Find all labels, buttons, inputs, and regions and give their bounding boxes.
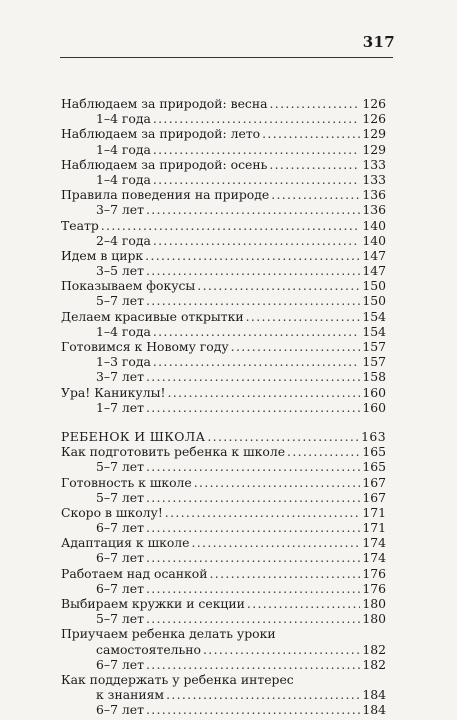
toc-entry bbox=[61, 278, 386, 293]
toc-entry-title: Приучаем ребенка делать уроки bbox=[61, 626, 276, 642]
toc-entry-page: 174 bbox=[362, 550, 386, 566]
header-rule bbox=[60, 57, 393, 58]
toc-subentry bbox=[61, 687, 386, 702]
toc-entry-page: 180 bbox=[362, 596, 386, 611]
toc-entry-title: 5–7 лет bbox=[96, 293, 144, 309]
toc-leader bbox=[246, 309, 360, 324]
toc-subentry bbox=[61, 550, 386, 565]
toc-entry-title: Наблюдаем за природой: осень bbox=[61, 156, 268, 172]
toc-entry-page: 133 bbox=[362, 171, 386, 187]
toc-subentry bbox=[61, 400, 386, 415]
toc-entry bbox=[61, 339, 386, 354]
toc-entry-title: Скоро в школу! bbox=[61, 504, 163, 520]
toc-entry-page: 136 bbox=[362, 187, 386, 203]
toc-leader bbox=[210, 566, 360, 581]
toc-entry-page: 136 bbox=[362, 202, 386, 218]
toc-leader bbox=[207, 429, 359, 444]
toc-subentry bbox=[61, 459, 386, 474]
toc-entry-title: Как подготовить ребенка к школе bbox=[61, 444, 286, 460]
toc-entry bbox=[61, 505, 386, 520]
toc-entry-title: 1–7 лет bbox=[96, 399, 144, 415]
toc-entry-page: 184 bbox=[362, 702, 386, 718]
toc-entry-page: 165 bbox=[362, 459, 386, 475]
toc-entry-page: 154 bbox=[362, 323, 386, 339]
toc-entry bbox=[61, 626, 386, 641]
toc-entry-title: 1–4 года bbox=[96, 141, 151, 157]
toc-entry bbox=[61, 187, 386, 202]
toc-entry-page: 157 bbox=[362, 339, 386, 354]
toc-subentry bbox=[61, 172, 386, 187]
toc-entry-title: 6–7 лет bbox=[96, 656, 144, 672]
toc-entry-page: 160 bbox=[362, 399, 386, 415]
toc-subentry bbox=[61, 293, 386, 308]
toc-entry-title: 2–4 года bbox=[96, 232, 151, 248]
toc-entry-title: 1–4 года bbox=[96, 111, 151, 127]
toc-section-title: РЕБЕНОК И ШКОЛА bbox=[61, 428, 206, 444]
toc-entry-page: 140 bbox=[362, 217, 386, 233]
toc-subentry bbox=[61, 354, 386, 369]
toc-subentry bbox=[61, 142, 386, 157]
toc-subentry bbox=[61, 657, 386, 672]
toc-leader bbox=[153, 111, 360, 126]
toc-entry-title: Наблюдаем за природой: лето bbox=[61, 126, 261, 142]
toc-leader bbox=[262, 126, 360, 141]
toc-entry-title: к знаниям bbox=[96, 687, 165, 703]
toc-entry bbox=[61, 475, 386, 490]
toc-subentry bbox=[61, 369, 386, 384]
toc-entry-page: 171 bbox=[362, 520, 386, 536]
toc-entry-page: 180 bbox=[362, 611, 386, 627]
toc-entry-page: 140 bbox=[362, 232, 386, 248]
toc-leader bbox=[146, 581, 360, 596]
toc-entry-page: 184 bbox=[362, 687, 386, 703]
toc-leader bbox=[167, 385, 360, 400]
toc-section-page: 163 bbox=[361, 428, 386, 444]
toc-entry-page: 176 bbox=[362, 565, 386, 581]
toc-leader bbox=[194, 475, 360, 490]
toc-entry-title: 3–5 лет bbox=[96, 263, 144, 279]
toc-leader bbox=[146, 611, 360, 626]
toc-entry-title: Ура! Каникулы! bbox=[61, 384, 166, 400]
toc-leader bbox=[203, 642, 360, 657]
toc-leader bbox=[153, 354, 360, 369]
toc-subentry bbox=[61, 324, 386, 339]
toc-entry-page: 174 bbox=[362, 535, 386, 551]
toc-leader bbox=[271, 187, 360, 202]
toc-subentry bbox=[61, 611, 386, 626]
toc-entry-title: 3–7 лет bbox=[96, 369, 144, 385]
toc-subentry bbox=[61, 202, 386, 217]
toc-entry-title: Наблюдаем за природой: весна bbox=[61, 96, 268, 111]
toc-leader bbox=[247, 596, 360, 611]
toc-entry-page: 160 bbox=[362, 384, 386, 400]
toc-entry-title: Готовность к школе bbox=[61, 474, 192, 490]
toc-entry bbox=[61, 672, 386, 687]
toc-entry-title: Правила поведения на природе bbox=[61, 187, 270, 203]
toc-entry-page: 171 bbox=[362, 504, 386, 520]
toc-leader bbox=[153, 233, 360, 248]
toc-leader bbox=[270, 96, 360, 111]
toc-entry-page: 150 bbox=[362, 293, 386, 309]
toc-leader bbox=[166, 687, 360, 702]
toc-subentry bbox=[61, 263, 386, 278]
toc-entry bbox=[61, 309, 386, 324]
toc-entry-page: 167 bbox=[362, 489, 386, 505]
toc-subentry bbox=[61, 520, 386, 535]
toc-leader bbox=[153, 172, 360, 187]
toc-leader bbox=[146, 400, 360, 415]
toc-entry-title: самостоятельно bbox=[96, 641, 202, 657]
toc-entry-title: 5–7 лет bbox=[96, 489, 144, 505]
toc-leader bbox=[146, 369, 360, 384]
page-number: 317 bbox=[362, 33, 395, 51]
toc-section-heading bbox=[61, 429, 386, 444]
toc-entry-title: 1–4 года bbox=[96, 323, 151, 339]
toc-entry-title: 1–3 года bbox=[96, 354, 151, 370]
toc-entry-page: 158 bbox=[362, 369, 386, 385]
toc-entry-page: 133 bbox=[362, 156, 386, 172]
toc-entry-page: 182 bbox=[362, 641, 386, 657]
toc-leader bbox=[146, 657, 360, 672]
toc-entry-page: 147 bbox=[362, 247, 386, 263]
toc-entry-page: 147 bbox=[362, 263, 386, 279]
toc-entry-title: Делаем красивые открытки bbox=[61, 308, 244, 324]
toc-entry-page: 167 bbox=[362, 474, 386, 490]
toc-entry-title: Как поддержать у ребенка интерес bbox=[61, 671, 294, 687]
toc-leader bbox=[153, 142, 360, 157]
toc-entry-title: 6–7 лет bbox=[96, 520, 144, 536]
toc-entry bbox=[61, 218, 386, 233]
toc-leader bbox=[146, 490, 360, 505]
toc-entry-page: 129 bbox=[362, 126, 386, 142]
toc-leader bbox=[231, 339, 360, 354]
toc-entry bbox=[61, 96, 386, 111]
toc-leader bbox=[146, 459, 360, 474]
toc-entry-page: 129 bbox=[362, 141, 386, 157]
toc-entry-title: Выбираем кружки и секции bbox=[61, 596, 245, 611]
toc-leader bbox=[153, 324, 360, 339]
toc-entry bbox=[61, 126, 386, 141]
toc-entry-title: 5–7 лет bbox=[96, 611, 144, 627]
toc-entry-page: 182 bbox=[362, 656, 386, 672]
toc-entry-title: Готовимся к Новому году bbox=[61, 339, 229, 354]
toc-subentry bbox=[61, 581, 386, 596]
toc-entry-title: 6–7 лет bbox=[96, 702, 144, 718]
toc-entry-page: 154 bbox=[362, 308, 386, 324]
toc-entry bbox=[61, 566, 386, 581]
toc-entry bbox=[61, 444, 386, 459]
toc-leader bbox=[269, 157, 360, 172]
toc-entry bbox=[61, 535, 386, 550]
toc-entry bbox=[61, 157, 386, 172]
toc-entry-page: 126 bbox=[362, 111, 386, 127]
toc-entry-title: Театр bbox=[61, 217, 99, 233]
toc-entry bbox=[61, 385, 386, 400]
toc-leader bbox=[165, 505, 360, 520]
toc-leader bbox=[287, 444, 360, 459]
section-gap bbox=[61, 415, 386, 429]
toc-entry-page: 165 bbox=[362, 444, 386, 460]
toc-entry-page: 157 bbox=[362, 354, 386, 370]
toc-subentry bbox=[61, 111, 386, 126]
toc-leader bbox=[146, 520, 360, 535]
toc-subentry bbox=[61, 642, 386, 657]
toc-leader bbox=[192, 535, 361, 550]
table-of-contents bbox=[61, 96, 386, 718]
toc-subentry bbox=[61, 490, 386, 505]
toc-entry-title: Идем в цирк bbox=[61, 247, 144, 263]
toc-entry bbox=[61, 248, 386, 263]
toc-entry-page: 176 bbox=[362, 580, 386, 596]
toc-entry-title: 6–7 лет bbox=[96, 580, 144, 596]
toc-subentry bbox=[61, 702, 386, 717]
toc-entry bbox=[61, 596, 386, 611]
toc-part-1 bbox=[61, 96, 386, 415]
toc-entry-title: Работаем над осанкой bbox=[61, 565, 208, 581]
toc-entry-title: 5–7 лет bbox=[96, 459, 144, 475]
toc-leader bbox=[145, 248, 360, 263]
toc-entry-title: Показываем фокусы bbox=[61, 278, 196, 294]
toc-leader bbox=[101, 218, 360, 233]
toc-part-2 bbox=[61, 444, 386, 717]
toc-leader bbox=[146, 550, 360, 565]
toc-entry-title: 3–7 лет bbox=[96, 202, 144, 218]
toc-entry-title: Адаптация к школе bbox=[61, 535, 190, 551]
toc-entry-title: 1–4 года bbox=[96, 171, 151, 187]
toc-entry-page: 126 bbox=[362, 96, 386, 111]
toc-leader bbox=[146, 263, 360, 278]
toc-leader bbox=[146, 702, 360, 717]
toc-entry-title: 6–7 лет bbox=[96, 550, 144, 566]
toc-leader bbox=[146, 293, 360, 308]
toc-subentry bbox=[61, 233, 386, 248]
toc-leader bbox=[146, 202, 360, 217]
toc-entry-page: 150 bbox=[362, 278, 386, 294]
toc-leader bbox=[197, 278, 360, 293]
